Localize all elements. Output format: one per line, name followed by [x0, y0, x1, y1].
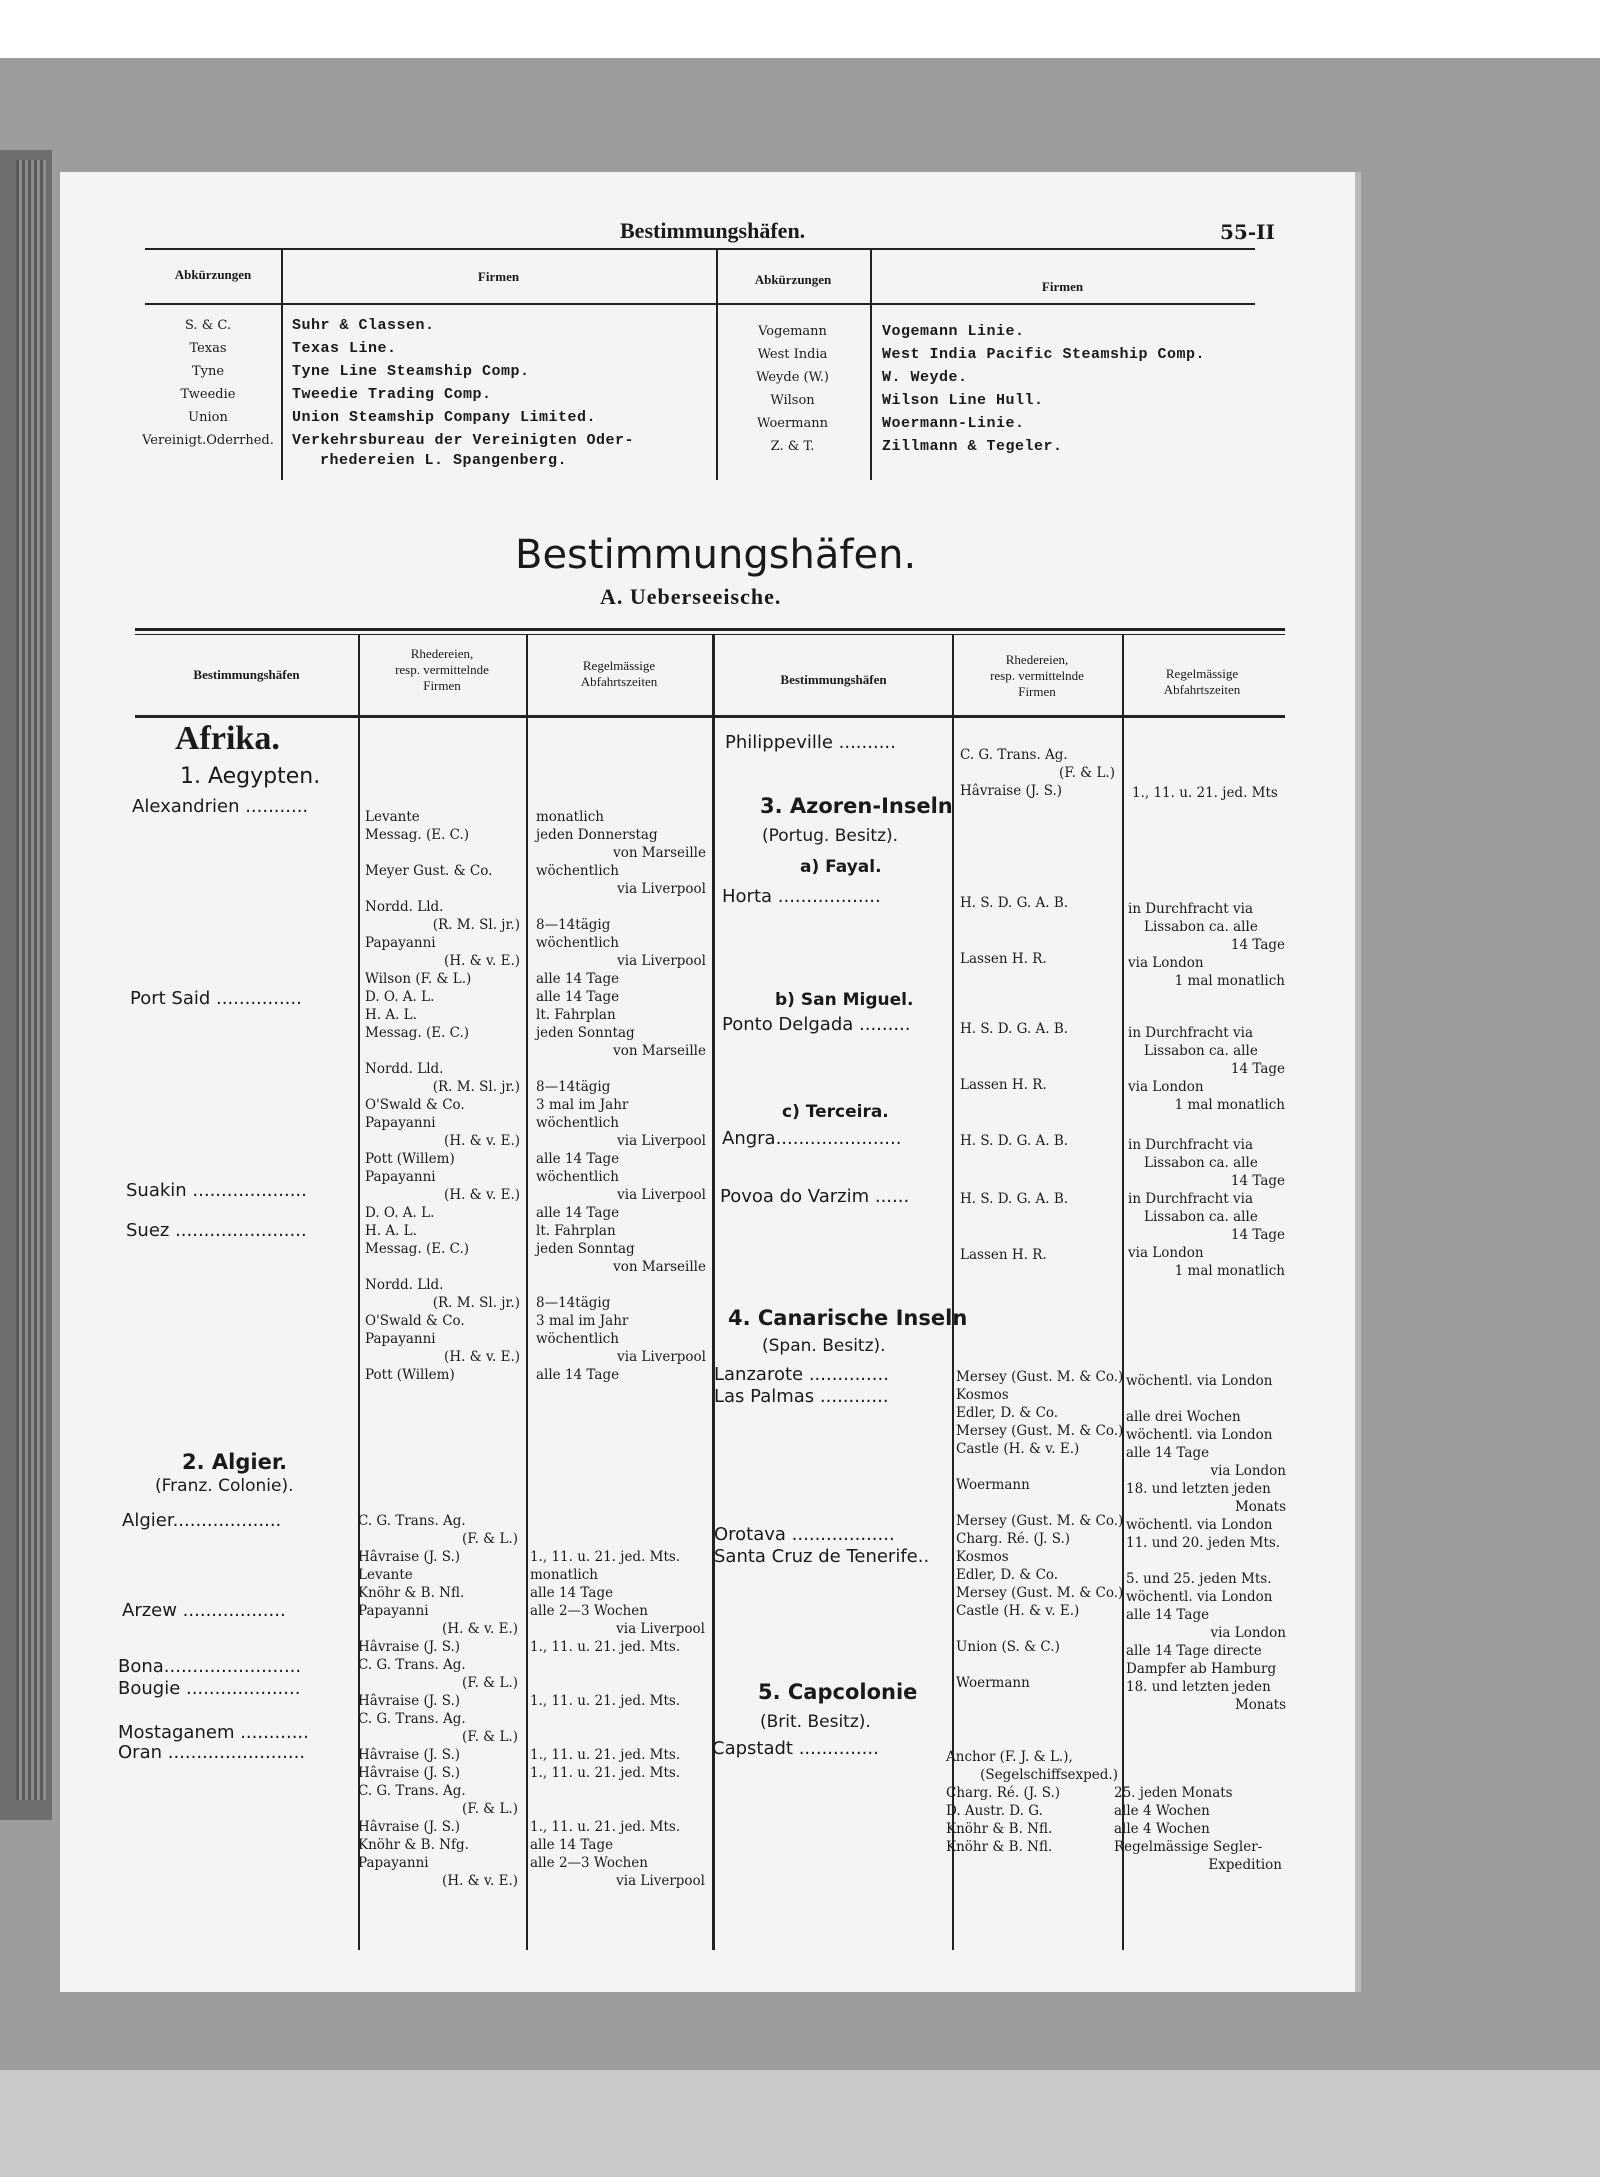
main-title: Bestimmungshäfen.	[515, 532, 917, 578]
subsection-heading: c) Terceira.	[782, 1102, 889, 1122]
firm-entry: Castle (H. & v. E.)	[956, 1441, 1080, 1457]
firm-entry: Knöhr & B. Nfg.	[358, 1837, 469, 1853]
abbrev-item: Tweedie	[180, 387, 236, 402]
time-entry: alle 14 Tage directe	[1126, 1643, 1262, 1659]
time-entry: via London	[1210, 1625, 1286, 1641]
time-entry: von Marseille	[613, 1259, 706, 1275]
header-line: Rhedereien,	[410, 646, 474, 661]
firm-entry: Hâvraise (J. S.)	[358, 1747, 461, 1763]
time-entry: 8—14tägig	[536, 1295, 611, 1311]
firm-entry: Nordd. Lld.	[365, 1061, 444, 1077]
firm-entry: Wilson (F. & L.)	[365, 971, 472, 987]
header-line: Abfahrtszeiten	[1163, 682, 1241, 697]
header-line: Rhedereien,	[1005, 652, 1069, 667]
time-entry	[530, 1674, 705, 1692]
firm-entry: C. G. Trans. Ag.	[960, 747, 1068, 763]
firm-entry: Woermann	[956, 1675, 1030, 1691]
place-orotava: Orotava ..................	[714, 1524, 895, 1545]
firm-entry: Hâvraise (J. S.)	[358, 1765, 461, 1781]
firm-entry	[956, 1494, 1123, 1512]
firm-entry: Union (S. & C.)	[956, 1639, 1060, 1655]
firm-entry: D. Austr. D. G.	[946, 1803, 1043, 1819]
firms-aegypten	[365, 808, 520, 1384]
time-entry: in Durchfracht via	[1128, 901, 1253, 917]
time-entry: alle 14 Tage	[536, 1367, 620, 1383]
firm-entry: (H. & v. E.)	[444, 1187, 520, 1203]
firm-ponto: H. S. D. G. A. B.	[960, 1021, 1069, 1037]
firm-entry: Messag. (E. C.)	[365, 1025, 470, 1041]
time-entry: 1., 11. u. 21. jed. Mts.	[530, 1549, 681, 1565]
firm-entry: (R. M. Sl. jr.)	[432, 917, 520, 933]
time-entry: alle 14 Tage	[536, 1151, 620, 1167]
abbrev-header-3: Abkürzungen	[754, 272, 832, 287]
firm-entry: Mersey (Gust. M. & Co.)	[956, 1585, 1124, 1601]
main-header-firms	[358, 646, 526, 694]
abbrev-item: Texas	[189, 341, 227, 356]
time-entry: Monats	[1234, 1499, 1286, 1515]
firm-entry: (F. & L.)	[1059, 765, 1115, 781]
firm-entry: Meyer Gust. & Co.	[365, 863, 493, 879]
times-philippeville: 1., 11. u. 21. jed. Mts	[1132, 785, 1278, 801]
time-entry	[1126, 1390, 1286, 1408]
main-header-rule	[135, 715, 1285, 718]
time-entry: 1 mal monatlich	[1174, 1263, 1285, 1279]
time-entry	[536, 1060, 706, 1078]
firm-entry	[956, 1656, 1123, 1674]
firm-entry: H. A. L.	[365, 1223, 417, 1239]
time-entry: via Liverpool	[617, 953, 706, 969]
time-entry: alle 4 Wochen	[1114, 1821, 1210, 1837]
firm-entry: Papayanni	[358, 1855, 429, 1871]
firm-entry: (F. & L.)	[462, 1801, 518, 1817]
firm-entry: Knöhr & B. Nfl.	[946, 1839, 1053, 1855]
firm-entry: (H. & v. E.)	[444, 1349, 520, 1365]
region-heading: Afrika.	[175, 720, 280, 757]
firm-povoa: H. S. D. G. A. B.	[960, 1191, 1069, 1207]
firm-entry: Nordd. Lld.	[365, 1277, 444, 1293]
firm-entry: Pott (Willem)	[365, 1367, 455, 1383]
time-entry: via Liverpool	[617, 1187, 706, 1203]
place-port-said: Port Said ...............	[130, 988, 302, 1009]
place-algier: Algier...................	[122, 1510, 282, 1531]
time-entry: lt. Fahrplan	[536, 1223, 616, 1239]
time-entry: via London	[1128, 1245, 1204, 1261]
firm-entry: Papayanni	[365, 935, 436, 951]
book-spine	[16, 160, 46, 1800]
abbrev-item: Tyne	[191, 364, 225, 379]
firm-entry: (H. & v. E.)	[442, 1873, 518, 1889]
place-horta: Horta ..................	[722, 886, 881, 907]
main-subtitle: A. Ueberseeische.	[600, 584, 782, 609]
time-entry	[530, 1800, 705, 1818]
place-povoa: Povoa do Varzim ......	[720, 1186, 910, 1207]
time-entry: alle 14 Tage	[536, 971, 620, 987]
time-entry: alle 14 Tage	[1126, 1607, 1210, 1623]
firm-item: Vogemann Linie.	[882, 323, 1025, 340]
firm-entry: C. G. Trans. Ag.	[358, 1711, 466, 1727]
time-entry: 25. jeden Monats	[1114, 1785, 1233, 1801]
firm-entry	[365, 1258, 520, 1276]
time-entry: via London	[1128, 955, 1204, 971]
firm-entry	[365, 1042, 520, 1060]
times-angra-povoa	[1128, 1136, 1285, 1280]
time-entry: via Liverpool	[617, 1133, 706, 1149]
time-entry: Lissabon ca. alle	[1144, 919, 1258, 935]
firm-entry: Hâvraise (J. S.)	[358, 1693, 461, 1709]
time-entry: 11. und 20. jeden Mts.	[1126, 1535, 1281, 1551]
time-entry: 18. und letzten jeden	[1126, 1679, 1271, 1695]
firm-entry: Charg. Ré. (J. S.)	[946, 1785, 1061, 1801]
header-line: Regelmässige	[1165, 666, 1239, 681]
time-entry	[1126, 1552, 1286, 1570]
firm-item: Tyne Line Steamship Comp.	[292, 363, 530, 380]
place-angra: Angra......................	[722, 1128, 902, 1149]
time-entry: alle 14 Tage	[536, 989, 620, 1005]
main-header-places: Bestimmungshäfen	[193, 667, 300, 682]
abbrev-item: Vereinigt.Oderrhed.	[142, 433, 274, 448]
firm-entry: O'Swald & Co.	[365, 1097, 465, 1113]
abbrev-item: Vogemann	[758, 324, 827, 339]
header-line: Regelmässige	[582, 658, 656, 673]
abbrev-item: Z. & T.	[770, 439, 815, 454]
time-entry: Expedition	[1208, 1857, 1282, 1873]
main-header-times-right	[1122, 666, 1282, 698]
time-entry: 18. und letzten jeden	[1126, 1481, 1271, 1497]
time-entry: 3 mal im Jahr	[536, 1097, 629, 1113]
section-heading: 5. Capcolonie	[758, 1680, 918, 1704]
place-bougie: Bougie ....................	[118, 1678, 301, 1699]
abbrev-header-4: Firmen	[1041, 279, 1084, 294]
firm-entry: (F. & L.)	[462, 1675, 518, 1691]
time-entry: 14 Tage	[1230, 1061, 1285, 1077]
firm-entry: Kosmos	[956, 1387, 1009, 1403]
firm-povoa-2: Lassen H. R.	[960, 1247, 1047, 1263]
place-mostaganem: Mostaganem ............	[118, 1722, 309, 1743]
firm-entry: Papayanni	[358, 1603, 429, 1619]
firm-item: Texas Line.	[292, 340, 397, 357]
time-entry: von Marseille	[613, 845, 706, 861]
firm-entry	[956, 1620, 1123, 1638]
time-entry: 1., 11. u. 21. jed. Mts.	[530, 1765, 681, 1781]
firm-entry: (Segelschiffsexped.)	[980, 1767, 1118, 1783]
time-entry: 14 Tage	[1230, 1227, 1285, 1243]
time-entry: 8—14tägig	[536, 917, 611, 933]
firm-entry: (R. M. Sl. jr.)	[432, 1295, 520, 1311]
time-entry	[1114, 1748, 1282, 1766]
firm-item: Wilson Line Hull.	[882, 392, 1044, 409]
time-entry: Lissabon ca. alle	[1144, 1209, 1258, 1225]
time-entry: via Liverpool	[617, 881, 706, 897]
times-ponto	[1128, 1024, 1285, 1114]
firm-entry: Knöhr & B. Nfl.	[946, 1821, 1053, 1837]
section-note: (Brit. Besitz).	[760, 1712, 871, 1732]
firm-entry: (H. & v. E.)	[442, 1621, 518, 1637]
time-entry: 8—14tägig	[536, 1079, 611, 1095]
main-top-rule	[135, 628, 1285, 631]
firm-item: Woermann-Linie.	[882, 415, 1025, 432]
subsection-heading: b) San Miguel.	[775, 990, 914, 1010]
time-entry: wöchentlich	[536, 863, 619, 879]
firm-entry: Hâvraise (J. S.)	[358, 1819, 461, 1835]
place-oran: Oran ........................	[118, 1742, 306, 1763]
header-line: resp. vermittelnde	[990, 668, 1084, 683]
place-philippeville: Philippeville ..........	[725, 732, 896, 753]
abbrev-header-rule	[145, 303, 1255, 305]
abbrev-list-right	[730, 320, 855, 458]
place-capstadt: Capstadt ..............	[712, 1738, 879, 1759]
firm-entry: (F. & L.)	[462, 1729, 518, 1745]
time-entry: monatlich	[530, 1567, 598, 1583]
firm-list-left	[292, 314, 634, 470]
time-entry: in Durchfracht via	[1128, 1191, 1253, 1207]
abbrev-top-rule	[145, 248, 1255, 250]
time-entry	[530, 1530, 705, 1548]
time-entry: lt. Fahrplan	[536, 1007, 616, 1023]
time-entry	[530, 1710, 705, 1728]
firm-entry: Anchor (F. J. & L.),	[946, 1749, 1073, 1765]
time-entry: 1., 11. u. 21. jed. Mts.	[530, 1639, 681, 1655]
place-suez: Suez .......................	[126, 1220, 307, 1241]
place-bona: Bona........................	[118, 1656, 302, 1677]
times-algier	[530, 1512, 705, 1890]
place-las-palmas: Las Palmas ............	[714, 1386, 889, 1407]
firm-entry: Mersey (Gust. M. & Co.)	[956, 1369, 1124, 1385]
firm-ponto-2: Lassen H. R.	[960, 1077, 1047, 1093]
time-entry: 1., 11. u. 21. jed. Mts.	[530, 1747, 681, 1763]
firm-entry: Edler, D. & Co.	[956, 1405, 1059, 1421]
time-entry: wöchentl. via London	[1126, 1427, 1273, 1443]
firm-entry: H. A. L.	[365, 1007, 417, 1023]
firm-entry: Knöhr & B. Nfl.	[358, 1585, 465, 1601]
firms-philippeville	[960, 746, 1115, 800]
firm-entry: Mersey (Gust. M. & Co.)	[956, 1423, 1124, 1439]
firm-entry: Levante	[358, 1567, 413, 1583]
scan-bottom-strip	[0, 2070, 1600, 2177]
page-number: 55-II	[1220, 220, 1275, 244]
time-entry: in Durchfracht via	[1128, 1025, 1253, 1041]
place-arzew: Arzew ..................	[122, 1600, 286, 1621]
time-entry: Dampfer ab Hamburg	[1126, 1661, 1277, 1677]
time-entry: via Liverpool	[616, 1873, 705, 1889]
firm-entry	[365, 844, 520, 862]
firm-entry: D. O. A. L.	[365, 1205, 435, 1221]
time-entry: alle 2—3 Wochen	[530, 1855, 648, 1871]
firm-entry: C. G. Trans. Ag.	[358, 1783, 466, 1799]
firms-canarische	[956, 1368, 1123, 1692]
firm-entry: Charg. Ré. (J. S.)	[956, 1531, 1071, 1547]
time-entry: alle 4 Wochen	[1114, 1803, 1210, 1819]
firm-item: Suhr & Classen.	[292, 317, 435, 334]
firms-algier	[358, 1512, 518, 1890]
abbrev-header-2: Firmen	[477, 269, 520, 284]
firm-item: Union Steamship Company Limited.	[292, 409, 597, 426]
firm-entry: (H. & v. E.)	[444, 953, 520, 969]
subsection-heading: a) Fayal.	[800, 857, 882, 877]
time-entry: 1 mal monatlich	[1174, 1097, 1285, 1113]
firm-entry: C. G. Trans. Ag.	[358, 1513, 466, 1529]
firm-entry: Papayanni	[365, 1331, 436, 1347]
header-line: Firmen	[1018, 684, 1056, 699]
time-entry: 5. und 25. jeden Mts.	[1126, 1571, 1272, 1587]
time-entry: wöchentl. via London	[1126, 1517, 1273, 1533]
main-col-divider	[526, 634, 528, 1950]
firm-angra: H. S. D. G. A. B.	[960, 1133, 1069, 1149]
header-line: Abfahrtszeiten	[580, 674, 658, 689]
time-entry: alle 14 Tage	[530, 1837, 614, 1853]
time-entry	[530, 1656, 705, 1674]
time-entry: alle drei Wochen	[1126, 1409, 1241, 1425]
firm-entry: (H. & v. E.)	[444, 1133, 520, 1149]
abbrev-item: Weyde (W.)	[756, 370, 829, 385]
firm-item: W. Weyde.	[882, 369, 968, 386]
section-note: (Franz. Colonie).	[155, 1476, 294, 1496]
firm-item: rhedereien L. Spangenberg.	[320, 452, 568, 469]
time-entry	[536, 1276, 706, 1294]
time-entry: Lissabon ca. alle	[1144, 1155, 1258, 1171]
firm-entry: Castle (H. & v. E.)	[956, 1603, 1080, 1619]
abbrev-item: Woermann	[756, 416, 829, 431]
firm-horta: H. S. D. G. A. B.	[960, 895, 1069, 911]
main-top-rule-thin	[135, 634, 1285, 635]
firm-entry: Levante	[365, 809, 420, 825]
times-canarische	[1126, 1372, 1286, 1714]
firm-entry: Papayanni	[365, 1115, 436, 1131]
time-entry: wöchentl. via London	[1126, 1373, 1273, 1389]
firm-entry: Kosmos	[956, 1549, 1009, 1565]
firm-entry: (F. & L.)	[462, 1531, 518, 1547]
time-entry: alle 14 Tage	[1126, 1445, 1210, 1461]
abbrev-item: S. & C.	[184, 318, 232, 333]
times-horta	[1128, 900, 1285, 990]
main-header-times	[526, 658, 712, 690]
time-entry: in Durchfracht via	[1128, 1137, 1253, 1153]
time-entry: alle 14 Tage	[536, 1205, 620, 1221]
book-page	[60, 172, 1361, 1992]
firm-entry: Edler, D. & Co.	[956, 1567, 1059, 1583]
section-note: (Portug. Besitz).	[762, 826, 899, 846]
abbrev-item: Wilson	[770, 393, 815, 408]
time-entry: wöchentl. via London	[1126, 1589, 1273, 1605]
firm-entry: Mersey (Gust. M. & Co.)	[956, 1513, 1124, 1529]
time-entry: via Liverpool	[617, 1349, 706, 1365]
time-entry: via London	[1128, 1079, 1204, 1095]
times-aegypten	[536, 808, 706, 1384]
time-entry: jeden Donnerstag	[536, 827, 658, 843]
firm-entry: Hâvraise (J. S.)	[358, 1549, 461, 1565]
place-santa-cruz: Santa Cruz de Tenerife..	[714, 1546, 930, 1567]
firm-entry	[956, 1458, 1123, 1476]
abbrev-item: Union	[188, 410, 228, 425]
time-entry: wöchentlich	[536, 1331, 619, 1347]
time-entry: monatlich	[536, 809, 604, 825]
section-heading: 3. Azoren-Inseln	[760, 794, 953, 818]
time-entry	[530, 1512, 705, 1530]
firm-entry: Messag. (E. C.)	[365, 1241, 470, 1257]
header-line: resp. vermittelnde	[395, 662, 489, 677]
firm-entry: Messag. (E. C.)	[365, 827, 470, 843]
time-entry: via London	[1210, 1463, 1286, 1479]
time-entry: 14 Tage	[1230, 1173, 1285, 1189]
firm-entry: Papayanni	[365, 1169, 436, 1185]
header-line: Firmen	[423, 678, 461, 693]
main-header-firms-right	[952, 652, 1122, 700]
time-entry: wöchentlich	[536, 1169, 619, 1185]
firm-entry: (R. M. Sl. jr.)	[432, 1079, 520, 1095]
time-entry: 1., 11. u. 21. jed. Mts.	[530, 1819, 681, 1835]
abbrev-header-1: Abkürzungen	[174, 267, 252, 282]
firm-horta-2: Lassen H. R.	[960, 951, 1047, 967]
firm-item: West India Pacific Steamship Comp.	[882, 346, 1206, 363]
time-entry: 1 mal monatlich	[1174, 973, 1285, 989]
firm-entry: Woermann	[956, 1477, 1030, 1493]
time-entry	[530, 1728, 705, 1746]
firm-item: Zillmann & Tegeler.	[882, 438, 1063, 455]
time-entry: von Marseille	[613, 1043, 706, 1059]
place-alexandrien: Alexandrien ...........	[132, 796, 309, 817]
time-entry: alle 14 Tage	[530, 1585, 614, 1601]
firm-item: Verkehrsbureau der Vereinigten Oder-	[292, 432, 635, 449]
firm-entry	[365, 880, 520, 898]
section-note: (Span. Besitz).	[762, 1336, 886, 1356]
place-lanzarote: Lanzarote ..............	[714, 1364, 889, 1385]
running-header-title: Bestimmungshäfen.	[620, 218, 806, 243]
times-capcolonie	[1114, 1748, 1282, 1874]
time-entry	[530, 1782, 705, 1800]
abbrev-item: West India	[757, 347, 828, 362]
time-entry: 3 mal im Jahr	[536, 1313, 629, 1329]
section-heading: 1. Aegypten.	[180, 764, 321, 789]
place-ponto-delgada: Ponto Delgada .........	[722, 1014, 911, 1035]
time-entry	[536, 898, 706, 916]
firm-list-right	[882, 320, 1205, 458]
time-entry: alle 2—3 Wochen	[530, 1603, 648, 1619]
time-entry: wöchentlich	[536, 1115, 619, 1131]
firm-entry: D. O. A. L.	[365, 989, 435, 1005]
firm-entry: C. G. Trans. Ag.	[358, 1657, 466, 1673]
section-heading: 4. Canarische Inseln	[728, 1306, 968, 1330]
firm-entry: Pott (Willem)	[365, 1151, 455, 1167]
firms-capcolonie	[946, 1748, 1118, 1856]
time-entry: jeden Sonntag	[536, 1241, 635, 1257]
time-entry: via Liverpool	[616, 1621, 705, 1637]
time-entry: Lissabon ca. alle	[1144, 1043, 1258, 1059]
firm-entry: Hâvraise (J. S.)	[358, 1639, 461, 1655]
time-entry: 1., 11. u. 21. jed. Mts.	[530, 1693, 681, 1709]
time-entry: wöchentlich	[536, 935, 619, 951]
section-heading: 2. Algier.	[182, 1450, 288, 1474]
firm-item: Tweedie Trading Comp.	[292, 386, 492, 403]
main-header-places-right: Bestimmungshäfen	[780, 672, 887, 687]
firm-entry: O'Swald & Co.	[365, 1313, 465, 1329]
place-suakin: Suakin ....................	[126, 1180, 307, 1201]
time-entry: 14 Tage	[1230, 937, 1285, 953]
time-entry: jeden Sonntag	[536, 1025, 635, 1041]
firm-entry: Nordd. Lld.	[365, 899, 444, 915]
abbrev-list-left	[135, 314, 281, 452]
firm-entry: Hâvraise (J. S.)	[960, 783, 1063, 799]
time-entry: Regelmässige Segler-	[1114, 1839, 1263, 1855]
time-entry: Monats	[1234, 1697, 1286, 1713]
time-entry	[1114, 1766, 1282, 1784]
